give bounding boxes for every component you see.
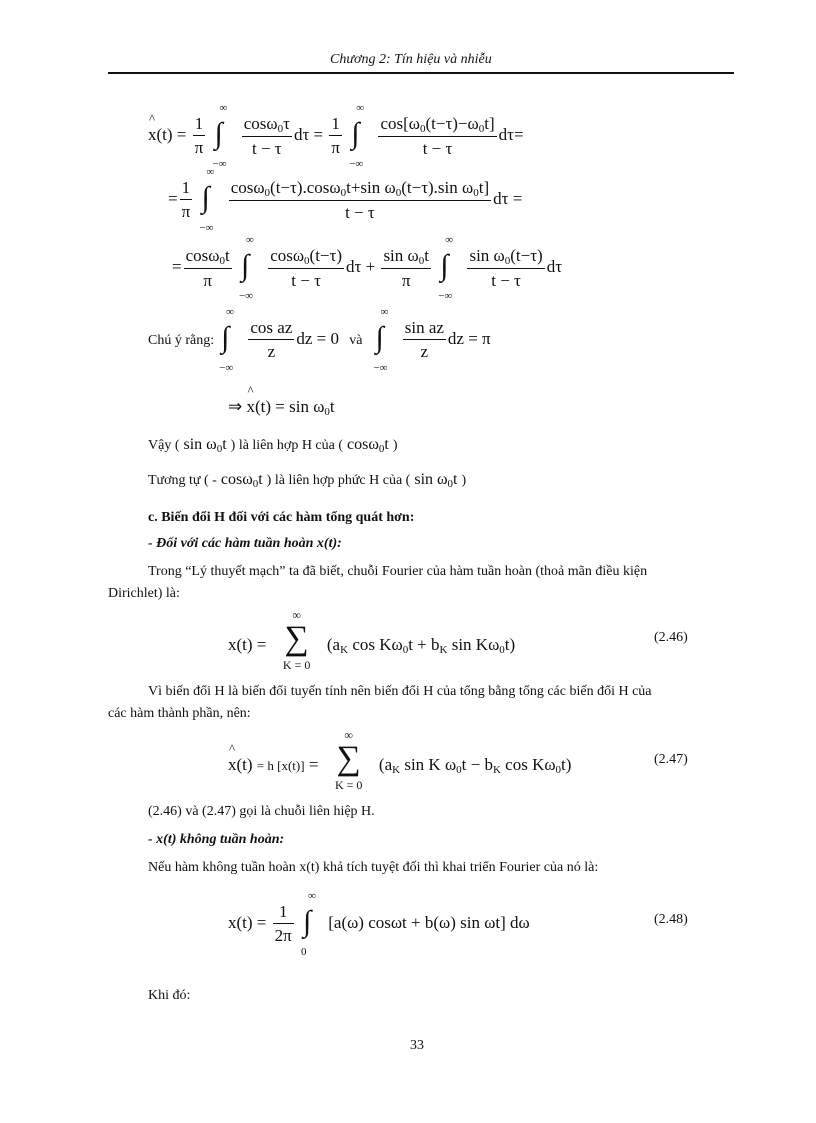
paragraph-2-line2: các hàm thành phần, nên: [108, 706, 251, 721]
header-rule [108, 72, 734, 74]
paragraph-2-line1: Vì biến đổi H là biến đổi tuyến tính nên biến đổi H của tổng bằng tổng các biến đổi H của [148, 684, 652, 699]
equation-hilbert-line2: = $\frac{1}{\pi}$ ∞ ∫ −∞ $\frac{\cos\omega_0(t-\tau).\cos\omega_0t+\sin \omega_0(t-\tau).\sin \omega_0t]}{t - \tau}$ dτ = [168, 166, 523, 234]
paragraph-5: Khi đó: [148, 988, 191, 1003]
similar-text-a: Tương tự ( - [148, 473, 217, 488]
paragraph-3: (2.46) và (2.47) gọi là chuỗi liên hiệp H. [148, 804, 375, 819]
eq-number-2-46: (2.46) [654, 630, 688, 645]
conclusion-line: Vậy ( $\sin \omega_0t$ ) là liên hợp H của ( cosω$_0$t ) [148, 436, 398, 455]
eq-number-2-47: (2.47) [654, 752, 688, 767]
eq-number-2-48: (2.48) [654, 912, 688, 927]
note-label: Chú ý rằng: [148, 332, 215, 348]
note-line: Chú ý rằng: ∞ ∫ −∞ $\frac{\text{cos az}}{z}$ dz = 0 và ∞ ∫ −∞ $\frac{\text{sin az}}{z}$ dz = π [148, 306, 491, 374]
similar-line: Tương tự ( - cosω$_0$t ) là liên hợp phức H của ( $\sin \omega_0t$ ) [148, 471, 467, 490]
equation-2-48: x(t) = $\frac{1}{2\pi}$ ∞ ∫ 0 [a(ω) cosωt + b(ω) sin ωt] dω [228, 890, 530, 958]
equation-result: ⇒ ^ $x(t) = \sin \omega_0t$ [228, 397, 335, 418]
similar-text-b: ) là liên hợp phức H của ( [266, 473, 411, 488]
equation-hilbert-line1: ^ x(t) = $\frac{1}{\pi}$ ∞ ∫ −∞ $\frac{\cos\omega_0\tau}{t - \tau}$ dτ = $\frac{1}{\pi}$ ∞ ∫ −∞ $\frac{\cos[\omega_0(t-\tau)-\omega_0t]}{t - \tau}$ dτ= [148, 108, 524, 164]
conclusion-text-c: ) [392, 438, 398, 453]
paragraph-1-line2: Dirichlet) là: [108, 586, 180, 601]
equation-2-47: ^ x(t) = h [x(t)] = ∞ ∑ K = 0 ($a_K$ sin K $\omega_0t - b_K$ $\cos K\omega_0t$) [228, 736, 571, 796]
page-header: Chương 2: Tín hiệu và nhiễu [330, 52, 492, 67]
subheading-periodic: - Đối với các hàm tuần hoàn x(t): [148, 536, 342, 551]
paragraph-4: Nếu hàm không tuần hoàn x(t) khả tích tuyệt đối thì khai triển Fourier của nó là: [148, 860, 599, 875]
page-number: 33 [410, 1038, 424, 1053]
similar-text-c: ) [461, 473, 467, 488]
subheading-aperiodic: - x(t) không tuần hoàn: [148, 832, 285, 847]
equation-2-46: x(t) = ∞ ∑ K = 0 ($a_K$ $\cos K\omega_0t + b_K$ $\sin K\omega_0t$) [228, 608, 516, 672]
equation-hilbert-line3: = $\frac{\cos\omega_0t}{\pi}$ ∞ ∫ −∞ $\frac{\cos\omega_0(t-\tau)}{t - \tau}$ dτ + $\frac{\sin \omega_0t}{\pi}$ ∞ ∫ −∞ $\frac{\sin \omega_0(t-\tau)}{t - \tau}$ dτ [172, 234, 563, 302]
and-word: và [349, 332, 363, 348]
paragraph-1-line1: Trong “Lý thuyết mạch” ta đã biết, chuỗi Fourier của hàm tuần hoàn (thoả mãn điều kiện [148, 564, 648, 579]
section-heading-c: c. Biến đổi H đối với các hàm tổng quát hơn: [148, 510, 415, 525]
conclusion-text-a: Vậy ( [148, 438, 180, 453]
conclusion-text-b: ) là liên hợp H của ( [230, 438, 344, 453]
